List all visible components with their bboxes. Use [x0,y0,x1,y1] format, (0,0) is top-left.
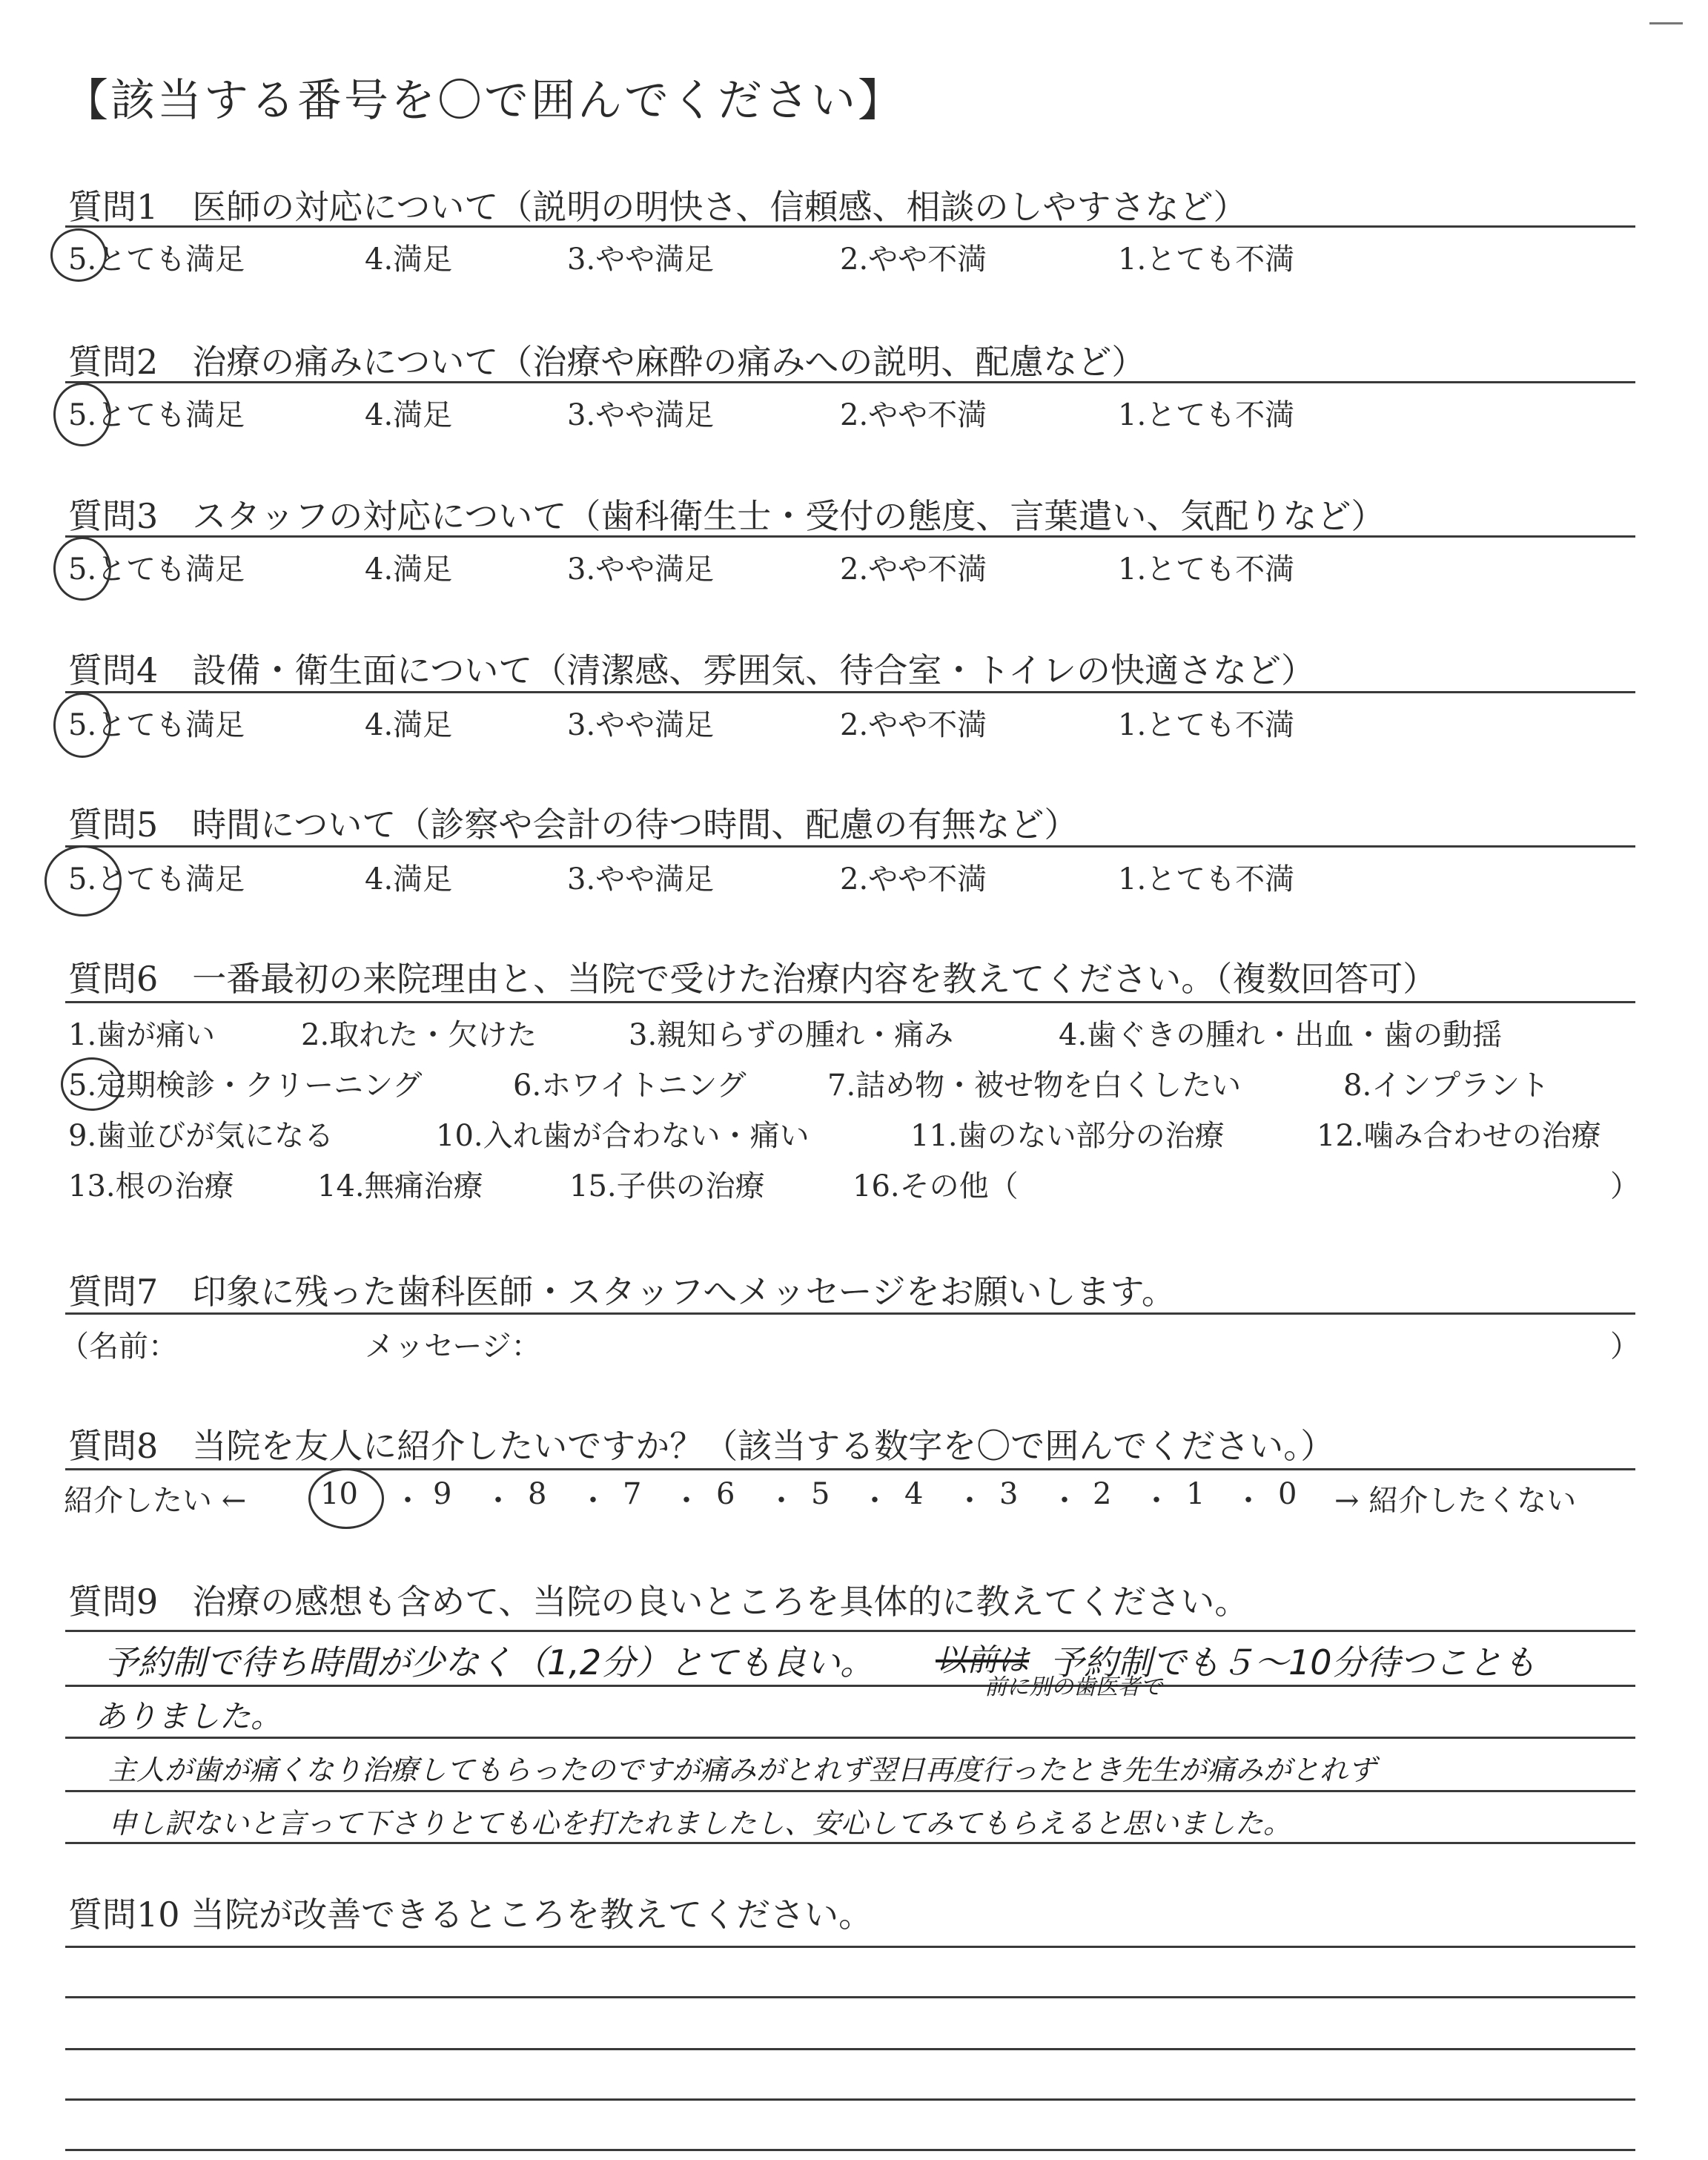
option-1[interactable]: 1.とても不満 [1118,708,1295,742]
option-3[interactable]: 3.やや満足 [567,708,715,742]
q6-option-11[interactable]: 11.歯のない部分の治療 [910,1119,1225,1153]
score-8[interactable]: 8 [528,1477,547,1511]
question-title: 質問8 当院を友人に紹介したいですか？（該当する数字を〇で囲んでください。） [68,1426,1335,1466]
q6-option-8[interactable]: 8.インプラント [1343,1069,1550,1103]
question-title: 質問1 医師の対応について（説明の明快さ、信頼感、相談のしやすさなど） [68,187,1248,227]
q6-option-9[interactable]: 9.歯並びが気になる [68,1119,334,1153]
divider [65,225,1635,228]
option-3[interactable]: 3.やや満足 [567,552,715,587]
score-10[interactable]: 10 [320,1477,358,1511]
handwritten-answer-continued: 予約制でも５〜10分待つことも [1050,1642,1537,1682]
hand-drawn-selection-circle [61,1057,123,1111]
divider [65,535,1635,538]
divider [65,1001,1635,1003]
q6-option-15[interactable]: 15.子供の治療 [569,1169,765,1203]
option-5[interactable]: 5.とても満足 [68,242,245,277]
hand-drawn-selection-circle [44,845,122,916]
option-3[interactable]: 3.やや満足 [567,398,715,432]
question-title: 質問3 スタッフの対応について（歯科衛生士・受付の態度、言葉遣い、気配りなど） [68,496,1386,536]
score-separator: ・ [483,1484,513,1518]
score-0[interactable]: 0 [1278,1477,1297,1511]
handwritten-insertion-note: 前に別の歯医者で [984,1674,1162,1700]
score-6[interactable]: 6 [716,1477,735,1511]
option-5[interactable]: 5.とても満足 [68,862,245,896]
hand-drawn-selection-circle [50,228,107,282]
score-separator: ・ [672,1484,701,1518]
option-3[interactable]: 3.やや満足 [567,242,715,277]
answer-line [65,1790,1635,1792]
score-separator: ・ [860,1484,890,1518]
option-1[interactable]: 1.とても不満 [1118,242,1295,277]
question-title: 質問5 時間について（診察や会計の待つ時間、配慮の有無など） [68,805,1079,845]
question-title: 質問6 一番最初の来院理由と、当院で受けた治療内容を教えてください。（複数回答可） [68,959,1437,999]
option-4[interactable]: 4.満足 [365,708,453,742]
answer-line [65,2149,1635,2151]
score-4[interactable]: 4 [904,1477,924,1511]
option-1[interactable]: 1.とても不満 [1118,862,1295,896]
option-3[interactable]: 3.やや満足 [567,862,715,896]
message-label: メッセージ： [365,1330,541,1364]
score-separator: ・ [393,1484,423,1518]
q6-option-2[interactable]: 2.取れた・欠けた [301,1018,537,1052]
q6-option-5[interactable]: 5.定期検診・クリーニング [68,1069,423,1103]
page-header: 【該当する番号を〇で囲んでください】 [64,75,904,127]
q6-option-13[interactable]: 13.根の治療 [68,1169,234,1203]
option-2[interactable]: 2.やや不満 [840,708,987,742]
question-title: 質問4 設備・衛生面について（清潔感、雰囲気、待合室・トイレの快適さなど） [68,650,1316,690]
score-9[interactable]: 9 [433,1477,452,1511]
option-2[interactable]: 2.やや不満 [840,862,987,896]
score-separator: ・ [578,1484,608,1518]
hand-drawn-selection-circle [53,537,111,601]
score-2[interactable]: 2 [1093,1477,1112,1511]
q6-option-6[interactable]: 6.ホワイトニング [513,1069,747,1103]
option-5[interactable]: 5.とても満足 [68,398,245,432]
q6-option-10[interactable]: 10.入れ歯が合わない・痛い [436,1119,810,1153]
option-5[interactable]: 5.とても満足 [68,708,245,742]
divider [65,381,1635,383]
score-7[interactable]: 7 [623,1477,642,1511]
handwritten-answer-line-1: 予約制で待ち時間が少なく（1,2分）とても良い。 [104,1642,875,1682]
q6-option-1[interactable]: 1.歯が痛い [68,1018,216,1052]
question-title: 質問2 治療の痛みについて（治療や麻酔の痛みへの説明、配慮など） [68,342,1146,382]
option-4[interactable]: 4.満足 [365,398,453,432]
option-2[interactable]: 2.やや不満 [840,552,987,587]
answer-line [65,2048,1635,2050]
hand-drawn-selection-circle [308,1468,384,1529]
q7-close-paren: ） [1610,1330,1640,1364]
divider [65,691,1635,693]
answer-line [65,1630,1635,1632]
question-title: 質問7 印象に残った歯科医師・スタッフへメッセージをお願いします。 [68,1272,1176,1312]
option-2[interactable]: 2.やや不満 [840,242,987,277]
score-separator: ・ [1142,1484,1171,1518]
score-separator: ・ [767,1484,796,1518]
q6-close-paren: ） [1610,1169,1640,1203]
handwritten-strikethrough: 以前は [936,1642,1030,1678]
answer-line [65,1842,1635,1844]
answer-line [65,1996,1635,1998]
answer-line [65,1946,1635,1948]
handwritten-answer-line-4: 申し訳ないと言って下さりとても心を打たれましたし、安心してみてもらえると思いました。 [108,1807,1292,1840]
option-1[interactable]: 1.とても不満 [1118,552,1295,587]
answer-line [65,2098,1635,2101]
score-separator: ・ [955,1484,984,1518]
answer-line [65,1685,1635,1687]
question-title: 質問9 治療の感想も含めて、当院の良いところを具体的に教えてください。 [68,1582,1249,1622]
divider [65,1312,1635,1315]
question-title: 質問10 当院が改善できるところを教えてください。 [68,1895,873,1935]
handwritten-answer-line-3: 主人が歯が痛くなり治療してもらったのですが痛みがとれず翌日再度行ったとき先生が痛みがとれず [108,1754,1377,1786]
score-1[interactable]: 1 [1186,1477,1205,1511]
answer-line [65,1737,1635,1739]
scan-edge-mark [1649,22,1683,24]
score-3[interactable]: 3 [999,1477,1019,1511]
handwritten-answer-line-2: ありました。 [95,1698,282,1734]
referral-positive-label: 紹介したい ← [64,1484,247,1518]
q6-option-12[interactable]: 12.噛み合わせの治療 [1317,1119,1601,1153]
hand-drawn-selection-circle [53,383,111,446]
divider [65,1468,1635,1470]
option-4[interactable]: 4.満足 [365,552,453,587]
divider [65,845,1635,848]
referral-negative-label: → 紹介したくない [1334,1484,1577,1518]
hand-drawn-selection-circle [53,693,111,758]
q6-option-16[interactable]: 16.その他（ [853,1169,1019,1203]
score-separator: ・ [1050,1484,1079,1518]
score-5[interactable]: 5 [811,1477,830,1511]
option-4[interactable]: 4.満足 [365,862,453,896]
q6-option-14[interactable]: 14.無痛治療 [317,1169,483,1203]
q6-option-3[interactable]: 3.親知らずの腫れ・痛み [629,1018,954,1052]
option-4[interactable]: 4.満足 [365,242,453,277]
q6-option-4[interactable]: 4.歯ぐきの腫れ・出血・歯の動揺 [1059,1018,1503,1052]
score-separator: ・ [1234,1484,1263,1518]
option-2[interactable]: 2.やや不満 [840,398,987,432]
q6-option-7[interactable]: 7.詰め物・被せ物を白くしたい [827,1069,1242,1103]
option-1[interactable]: 1.とても不満 [1118,398,1295,432]
name-label: （名前： [59,1330,178,1364]
option-5[interactable]: 5.とても満足 [68,552,245,587]
